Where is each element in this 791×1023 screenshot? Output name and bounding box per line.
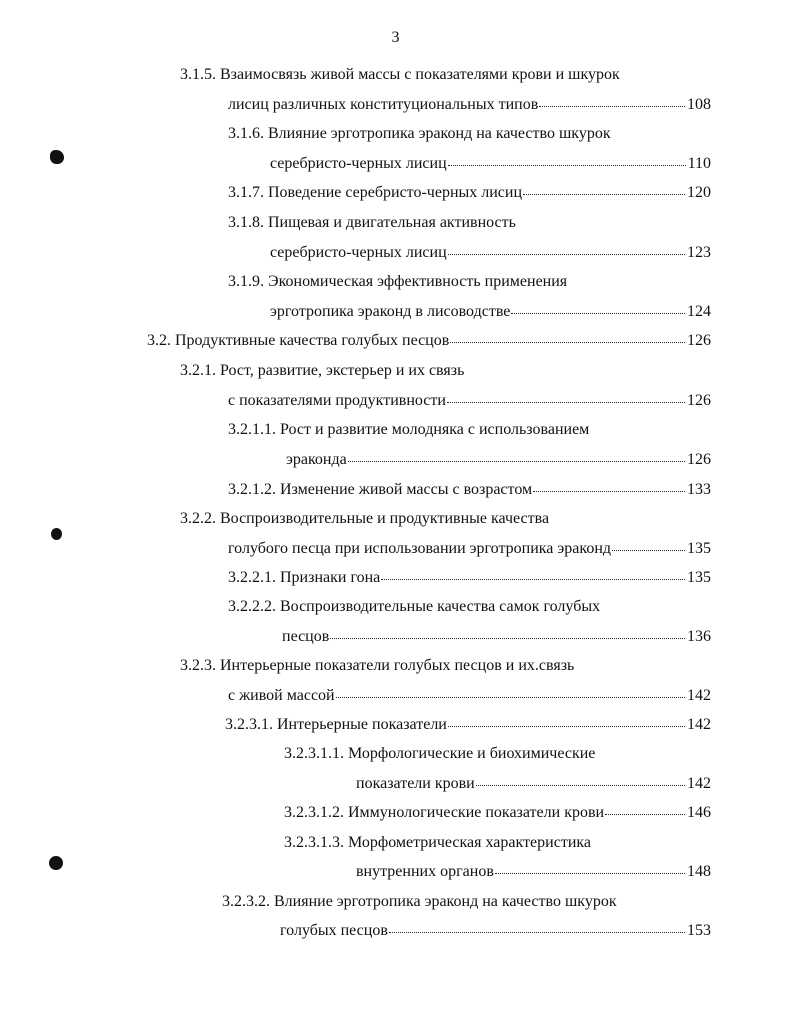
toc-entry-title: Влияние эрготропика эраконд на качество шкурок	[268, 125, 611, 142]
toc-entry-3-2-1-2-line	[228, 480, 711, 500]
leader-dots	[389, 932, 685, 933]
toc-entry-page: 135	[687, 569, 711, 586]
toc-entry-title: Признаки гона	[280, 569, 381, 586]
toc-entry-number: 3.2.3.1.	[225, 716, 273, 733]
toc-entry-3-2-1-heading	[180, 361, 464, 381]
toc-entry-number: 3.1.8.	[228, 214, 264, 231]
toc-entry-title: Интерьерные показатели	[277, 716, 447, 733]
toc-entry-3-2-1-line	[228, 391, 711, 411]
toc-entry-number: 3.2.	[147, 332, 171, 349]
toc-entry-title-cont: с живой массой	[228, 687, 335, 704]
leader-dots	[523, 194, 685, 195]
toc-entry-title: Интерьерные показатели голубых песцов и их.связь	[220, 657, 575, 674]
toc-entry-title-cont: показатели крови	[356, 775, 475, 792]
leader-dots	[448, 254, 685, 255]
toc-entry-title-cont: с показателями продуктивности	[228, 392, 446, 409]
toc-entry-title-cont: эрготропика эраконд в лисоводстве	[270, 303, 511, 320]
leader-dots	[447, 402, 685, 403]
toc-entry-title: Продуктивные качества голубых песцов	[175, 332, 450, 349]
toc-entry-number: 3.2.3.1.3.	[284, 834, 344, 851]
toc-entry-number: 3.2.1.	[180, 362, 216, 379]
toc-entry-3-2-1-1-line	[286, 450, 711, 470]
toc-entry-number-title	[147, 331, 449, 351]
toc-entry-number-title	[284, 803, 604, 823]
toc-entry-title: Изменение живой массы с возрастом	[280, 481, 533, 498]
toc-entry-3-2-3-1-1-line	[356, 774, 711, 794]
toc-entry-title: Морфологические и биохимические	[348, 745, 596, 762]
toc-entry-3-1-5-heading	[180, 65, 620, 85]
toc-entry-page: 136	[687, 628, 711, 645]
toc-entry-title-cont: голубого песца при использовании эрготропика эраконд	[228, 540, 612, 557]
toc-entry-title-cont: серебристо-черных лисиц	[270, 155, 447, 172]
toc-entry-title-cont: эраконда	[286, 451, 347, 468]
toc-entry-number: 3.2.1.1.	[228, 421, 276, 438]
toc-entry-number: 3.1.6.	[228, 125, 264, 142]
toc-entry-title: Влияние эрготропика эраконд на качество шкурок	[274, 893, 617, 910]
toc-entry-3-2-2-2-line	[282, 627, 711, 647]
toc-entry-3-2-3-1-3-heading	[284, 833, 591, 853]
toc-entry-number: 3.2.2.2.	[228, 598, 276, 615]
leader-dots	[330, 638, 685, 639]
leader-dots	[450, 342, 685, 343]
toc-entry-number: 3.1.5.	[180, 66, 216, 83]
toc-entry-3-2-3-1-2-line	[284, 803, 711, 823]
toc-entry-title: Воспроизводительные качества самок голубых	[280, 598, 601, 615]
toc-entry-page: 146	[687, 804, 711, 821]
toc-entry-3-2-3-line	[228, 686, 711, 706]
toc-entry-page: 148	[687, 863, 711, 880]
toc-entry-title: Морфометрическая характеристика	[348, 834, 592, 851]
leader-dots	[495, 873, 685, 874]
toc-entry-number: 3.1.9.	[228, 273, 264, 290]
scan-blot-top	[50, 150, 64, 164]
toc-entry-number-title	[228, 480, 532, 500]
toc-entry-title: Поведение серебристо-черных лисиц	[268, 184, 523, 201]
toc-entry-page: 124	[687, 303, 711, 320]
leader-dots	[381, 579, 685, 580]
toc-entry-3-1-9-line	[270, 302, 711, 322]
toc-entry-page: 108	[687, 96, 711, 113]
toc-entry-number: 3.2.3.1.2.	[284, 804, 344, 821]
toc-entry-title: Воспроизводительные и продуктивные качества	[220, 510, 550, 527]
leader-dots	[533, 491, 685, 492]
toc-entry-3-1-8-heading	[228, 213, 516, 233]
toc-entry-number: 3.2.2.	[180, 510, 216, 527]
toc-entry-title: Экономическая эффективность применения	[268, 273, 568, 290]
toc-entry-title-cont: серебристо-черных лисиц	[270, 244, 447, 261]
toc-entry-page: 123	[687, 244, 711, 261]
toc-entry-title: Пищевая и двигательная активность	[268, 214, 516, 231]
toc-entry-3-2-line	[147, 331, 711, 351]
toc-entry-title-cont: лисиц различных конституциональных типов	[228, 96, 539, 113]
leader-dots	[336, 697, 685, 698]
toc-entry-title-cont: голубых песцов	[280, 922, 388, 939]
toc-entry-3-1-6-line	[270, 154, 711, 174]
leader-dots	[605, 814, 685, 815]
toc-entry-3-2-3-heading	[180, 656, 574, 676]
leader-dots	[476, 785, 685, 786]
toc-entry-3-2-2-heading	[180, 509, 549, 529]
toc-entry-title: Рост, развитие, экстерьер и их связь	[220, 362, 465, 379]
toc-entry-3-2-3-1-3-line	[356, 862, 711, 882]
toc-entry-title: Взаимосвязь живой массы с показателями крови и шкурок	[220, 66, 620, 83]
toc-entry-number: 3.1.7.	[228, 184, 264, 201]
scan-blot-middle	[51, 528, 62, 540]
toc-entry-title: Рост и развитие молодняка с использованием	[280, 421, 590, 438]
toc-entry-number: 3.2.3.	[180, 657, 216, 674]
leader-dots	[612, 550, 685, 551]
toc-entry-page: 126	[687, 451, 711, 468]
toc-entry-3-2-2-1-line	[228, 568, 711, 588]
toc-entry-number: 3.2.3.2.	[222, 893, 270, 910]
toc-entry-page: 126	[687, 392, 711, 409]
toc-entry-3-2-3-2-heading	[222, 892, 617, 912]
toc-entry-title: Иммунологические показатели крови	[348, 804, 605, 821]
toc-entry-page: 110	[687, 155, 711, 172]
leader-dots	[348, 461, 685, 462]
toc-entry-page: 135	[687, 540, 711, 557]
leader-dots	[448, 726, 685, 727]
leader-dots	[448, 165, 686, 166]
toc-entry-3-2-1-1-heading	[228, 420, 589, 440]
toc-entry-number-title	[228, 568, 380, 588]
toc-entry-number-title	[228, 183, 522, 203]
toc-entry-number: 3.2.2.1.	[228, 569, 276, 586]
toc-entry-3-1-9-heading	[228, 272, 567, 292]
toc-entry-page: 153	[687, 922, 711, 939]
toc-entry-3-2-2-line	[228, 539, 711, 559]
leader-dots	[539, 106, 685, 107]
toc-entry-page: 120	[687, 184, 711, 201]
toc-entry-title-cont: внутренних органов	[356, 863, 494, 880]
toc-entry-3-1-8-line	[270, 243, 711, 263]
toc-entry-3-2-3-1-1-heading	[284, 744, 595, 764]
toc-entry-page: 142	[687, 687, 711, 704]
toc-entry-3-1-6-heading	[228, 124, 611, 144]
toc-entry-number: 3.2.3.1.1.	[284, 745, 344, 762]
toc-entry-3-2-3-2-line	[280, 921, 711, 941]
toc-entry-3-1-7-line	[228, 183, 711, 203]
toc-entry-number: 3.2.1.2.	[228, 481, 276, 498]
toc-entry-3-2-2-2-heading	[228, 597, 600, 617]
toc-entry-page: 142	[687, 775, 711, 792]
toc-entry-page: 126	[687, 332, 711, 349]
scan-blot-bottom	[49, 856, 63, 870]
toc-entry-title-cont: песцов	[282, 628, 330, 645]
toc-entry-page: 142	[687, 716, 711, 733]
toc-entry-3-1-5-line	[228, 95, 711, 115]
toc-entry-3-2-3-1-line	[225, 715, 711, 735]
page-number: 3	[391, 29, 400, 46]
toc-entry-number-title	[225, 715, 447, 735]
leader-dots	[511, 313, 685, 314]
toc-entry-page: 133	[687, 481, 711, 498]
